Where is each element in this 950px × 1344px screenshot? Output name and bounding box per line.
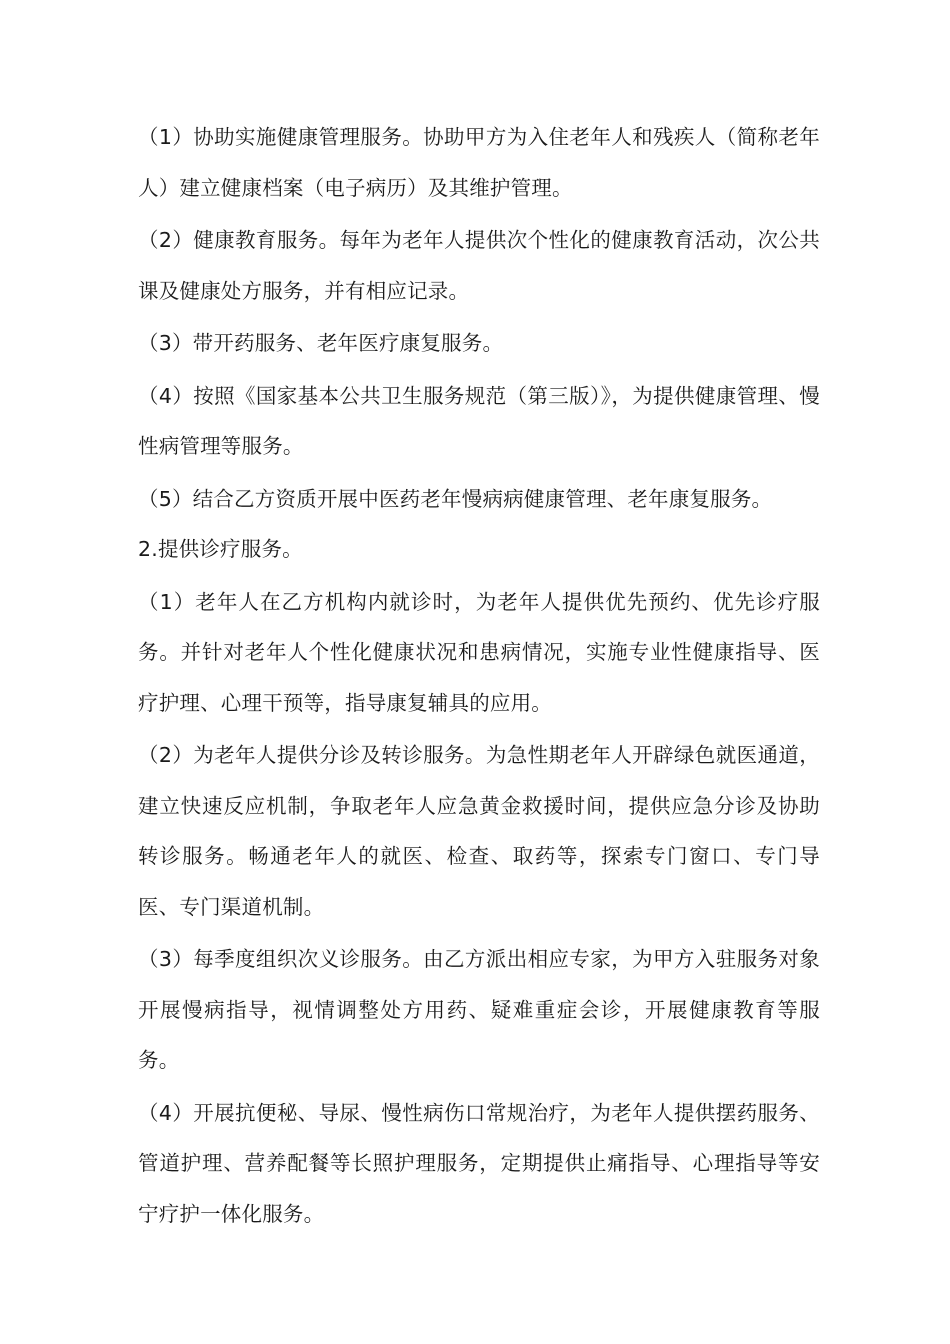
paragraph-tcm-service: （5）结合乙方资质开展中医药老年慢病病健康管理、老年康复服务。 [138,486,773,511]
paragraph-long-term-care: （4）开展抗便秘、导尿、慢性病伤口常规治疗，为老年人提供摆药服务、管道护理、营养配餐等长照护理服务，定期提供止痛指导、心理指导等安宁疗护一体化服务。 [138,1100,820,1226]
paragraph-health-management: （1）协助实施健康管理服务。协助甲方为入住老年人和残疾人（简称老年人）建立健康档案（电子病历）及其维护管理。 [138,125,820,200]
paragraph-free-clinic: （3）每季度组织次义诊服务。由乙方派出相应专家，为甲方入驻服务对象开展慢病指导，视情调整处方用药、疑难重症会诊，开展健康教育等服务。 [138,947,820,1072]
document-body [138,112,820,1239]
paragraph-health-education: （2）健康教育服务。每年为老年人提供次个性化的健康教育活动，次公共课及健康处方服务，并有相应记录。 [138,228,820,303]
paragraph-triage-referral: （2）为老年人提供分诊及转诊服务。为急性期老年人开辟绿色就医通道，建立快速反应机制，争取老年人应急黄金救援时间，提供应急分诊及协助转诊服务。畅通老年人的就医、检查、取药等，探索专门窗口、专门导医、专门渠道机制。 [138,743,820,919]
paragraph-public-health-standard: （4）按照《国家基本公共卫生服务规范（第三版）》，为提供健康管理、慢性病管理等服务。 [138,383,820,458]
section-heading-diagnosis: 2.提供诊疗服务。 [138,537,303,561]
paragraph-medication-service: （3）带开药服务、老年医疗康复服务。 [138,331,504,355]
paragraph-priority-diagnosis: （1）老年人在乙方机构内就诊时，为老年人提供优先预约、优先诊疗服务。并针对老年人个性化健康状况和患病情况，实施专业性健康指导、医疗护理、心理干预等，指导康复辅具的应用。 [138,589,820,715]
